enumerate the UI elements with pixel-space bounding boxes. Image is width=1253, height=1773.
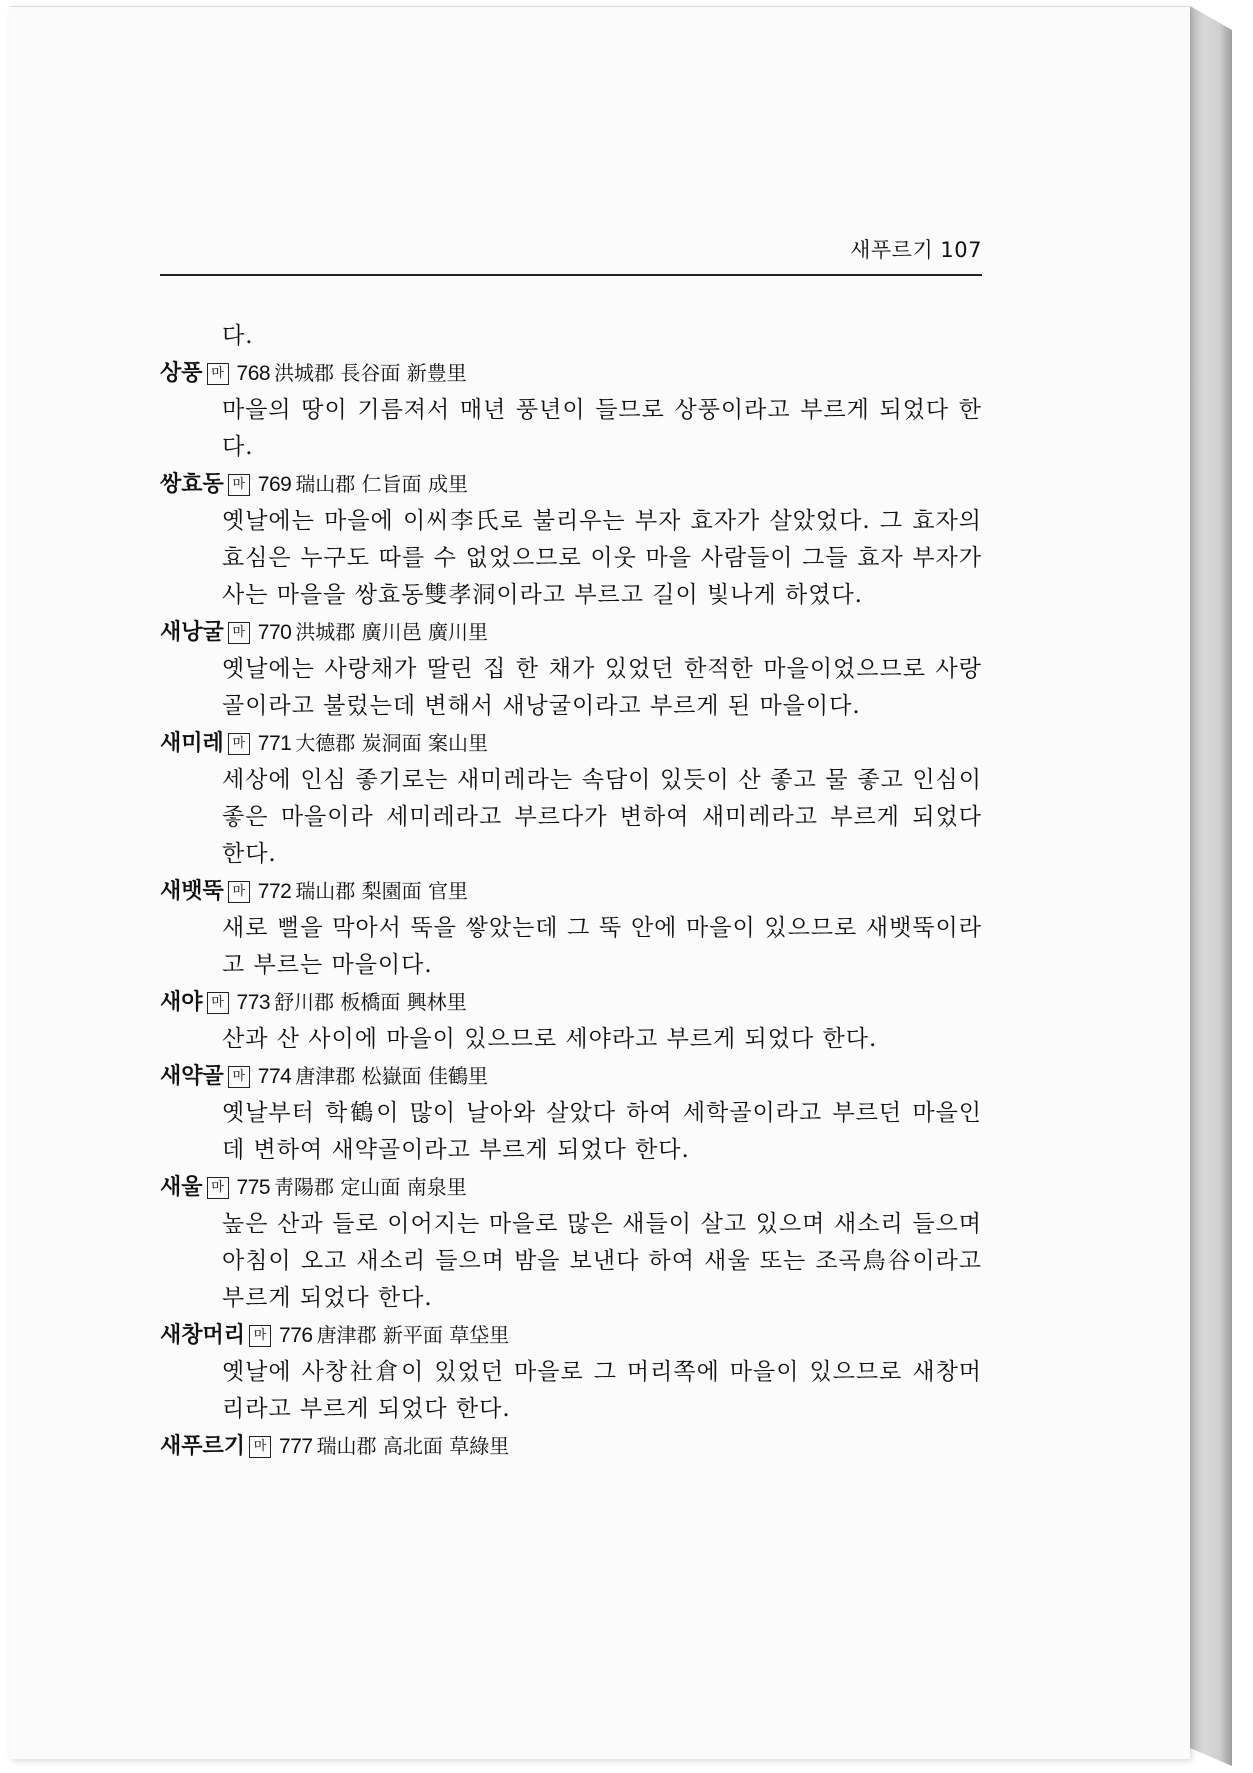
entry-head (160, 873, 982, 910)
entry-number: 776 (279, 1324, 313, 1347)
entry-body: 옛날에는 마을에 이씨李氏로 불리우는 부자 효자가 살았었다. 그 효자의 효심은 누구도 따를 수 없었으므로 이웃 마을 사람들이 그들 효자 부자가 사는 마을을 쌍효동雙孝洞이라고 부르고 길이 빛나게 하였다. (222, 508, 982, 608)
entry-774 (160, 1058, 982, 1169)
entry-head (160, 1058, 982, 1095)
entry-body: 옛날부터 학鶴이 많이 날아와 살았다 하여 세학골이라고 부르던 마을인데 변하여 새약골이라고 부르게 되었다 한다. (222, 1100, 982, 1163)
entry-776 (160, 1317, 982, 1428)
entry-768 (160, 355, 982, 466)
dictionary-content (160, 318, 982, 1465)
entry-head (160, 614, 982, 651)
entry-address: 瑞山郡 仁旨面 成里 (295, 472, 469, 496)
entry-body: 높은 산과 들로 이어지는 마을로 많은 새들이 살고 있으며 새소리 들으며 아침이 오고 새소리 들으며 밤을 보낸다 하여 새울 또는 조곡鳥谷이라고 부르게 되었다 한다. (222, 1211, 982, 1311)
entry-head (160, 1169, 982, 1206)
entry-body: 세상에 인심 좋기로는 새미레라는 속담이 있듯이 산 좋고 물 좋고 인심이 좋은 마을이라 세미레라고 부르다가 변하여 새미레라고 부르게 되었다 한다. (222, 767, 982, 867)
running-header (160, 226, 982, 276)
entry-773 (160, 984, 982, 1058)
entry-number: 775 (236, 1176, 271, 1199)
entry-777 (160, 1428, 982, 1465)
entry-address: 唐津郡 新平面 草垈里 (316, 1323, 510, 1347)
entry-term: 새낭굴 (160, 620, 224, 645)
village-mark-icon: 마 (228, 881, 250, 903)
entry-number: 770 (257, 621, 292, 644)
village-mark-icon: 마 (228, 622, 250, 644)
entry-head (160, 984, 982, 1021)
entry-head (160, 1428, 982, 1465)
entry-term: 새푸르기 (160, 1434, 246, 1459)
entry-address: 舒川郡 板橋面 興林里 (274, 990, 467, 1014)
entry-address: 大德郡 炭洞面 案山里 (295, 731, 489, 755)
entry-address: 瑞山郡 高北面 草綠里 (316, 1434, 510, 1458)
entry-head (160, 466, 982, 503)
village-mark-icon: 마 (207, 1177, 229, 1199)
entry-address: 洪城郡 廣川邑 廣川里 (295, 620, 489, 644)
entry-term: 새야 (160, 990, 203, 1015)
village-mark-icon: 마 (228, 1066, 250, 1088)
entry-number: 769 (257, 473, 292, 496)
running-header-title: 새푸르기 107 (850, 238, 982, 262)
entry-head (160, 1317, 982, 1354)
entry-body: 옛날에는 사랑채가 딸린 집 한 채가 있었던 한적한 마을이었으므로 사랑골이라고 불렀는데 변해서 새낭굴이라고 부르게 된 마을이다. (222, 656, 982, 719)
entry-772 (160, 873, 982, 984)
entry-number: 773 (236, 991, 271, 1014)
entry-775 (160, 1169, 982, 1317)
entry-address: 瑞山郡 梨園面 官里 (295, 879, 469, 903)
entry-number: 777 (279, 1435, 313, 1458)
entry-body: 새로 뻘을 막아서 뚝을 쌓았는데 그 뚝 안에 마을이 있으므로 새뱃뚝이라고 부르는 마을이다. (222, 915, 982, 978)
entry-address: 洪城郡 長谷面 新豊里 (274, 361, 467, 385)
village-mark-icon: 마 (249, 1325, 271, 1347)
village-mark-icon: 마 (207, 363, 229, 385)
entry-address: 唐津郡 松嶽面 佳鶴里 (295, 1064, 489, 1088)
entry-769 (160, 466, 982, 614)
entry-head (160, 725, 982, 762)
entry-term: 새창머리 (160, 1323, 246, 1348)
page-stack-edge (1190, 6, 1232, 1766)
continuation-text: 다. (222, 323, 254, 349)
entry-body: 마을의 땅이 기름져서 매년 풍년이 들므로 상풍이라고 부르게 되었다 한다. (222, 397, 982, 460)
entry-term: 쌍효동 (160, 472, 224, 497)
entry-771 (160, 725, 982, 873)
village-mark-icon: 마 (228, 474, 250, 496)
entry-number: 774 (257, 1065, 292, 1088)
entry-head (160, 355, 982, 392)
entry-number: 768 (236, 362, 271, 385)
entry-number: 772 (257, 880, 292, 903)
entry-address: 靑陽郡 定山面 南泉里 (274, 1175, 467, 1199)
entry-term: 새울 (160, 1175, 203, 1200)
entry-body: 옛날에 사창社倉이 있었던 마을로 그 머리쪽에 마을이 있으므로 새창머리라고 부르게 되었다 한다. (222, 1359, 982, 1422)
entry-term: 상풍 (160, 361, 203, 386)
entry-term: 새뱃뚝 (160, 879, 224, 904)
entry-term: 새약골 (160, 1064, 224, 1089)
entry-term: 새미레 (160, 731, 224, 756)
village-mark-icon: 마 (228, 733, 250, 755)
village-mark-icon: 마 (249, 1436, 271, 1458)
village-mark-icon: 마 (207, 992, 229, 1014)
entry-body: 산과 산 사이에 마을이 있으므로 세야라고 부르게 되었다 한다. (222, 1026, 878, 1052)
entry-number: 771 (257, 732, 292, 755)
entry-770 (160, 614, 982, 725)
